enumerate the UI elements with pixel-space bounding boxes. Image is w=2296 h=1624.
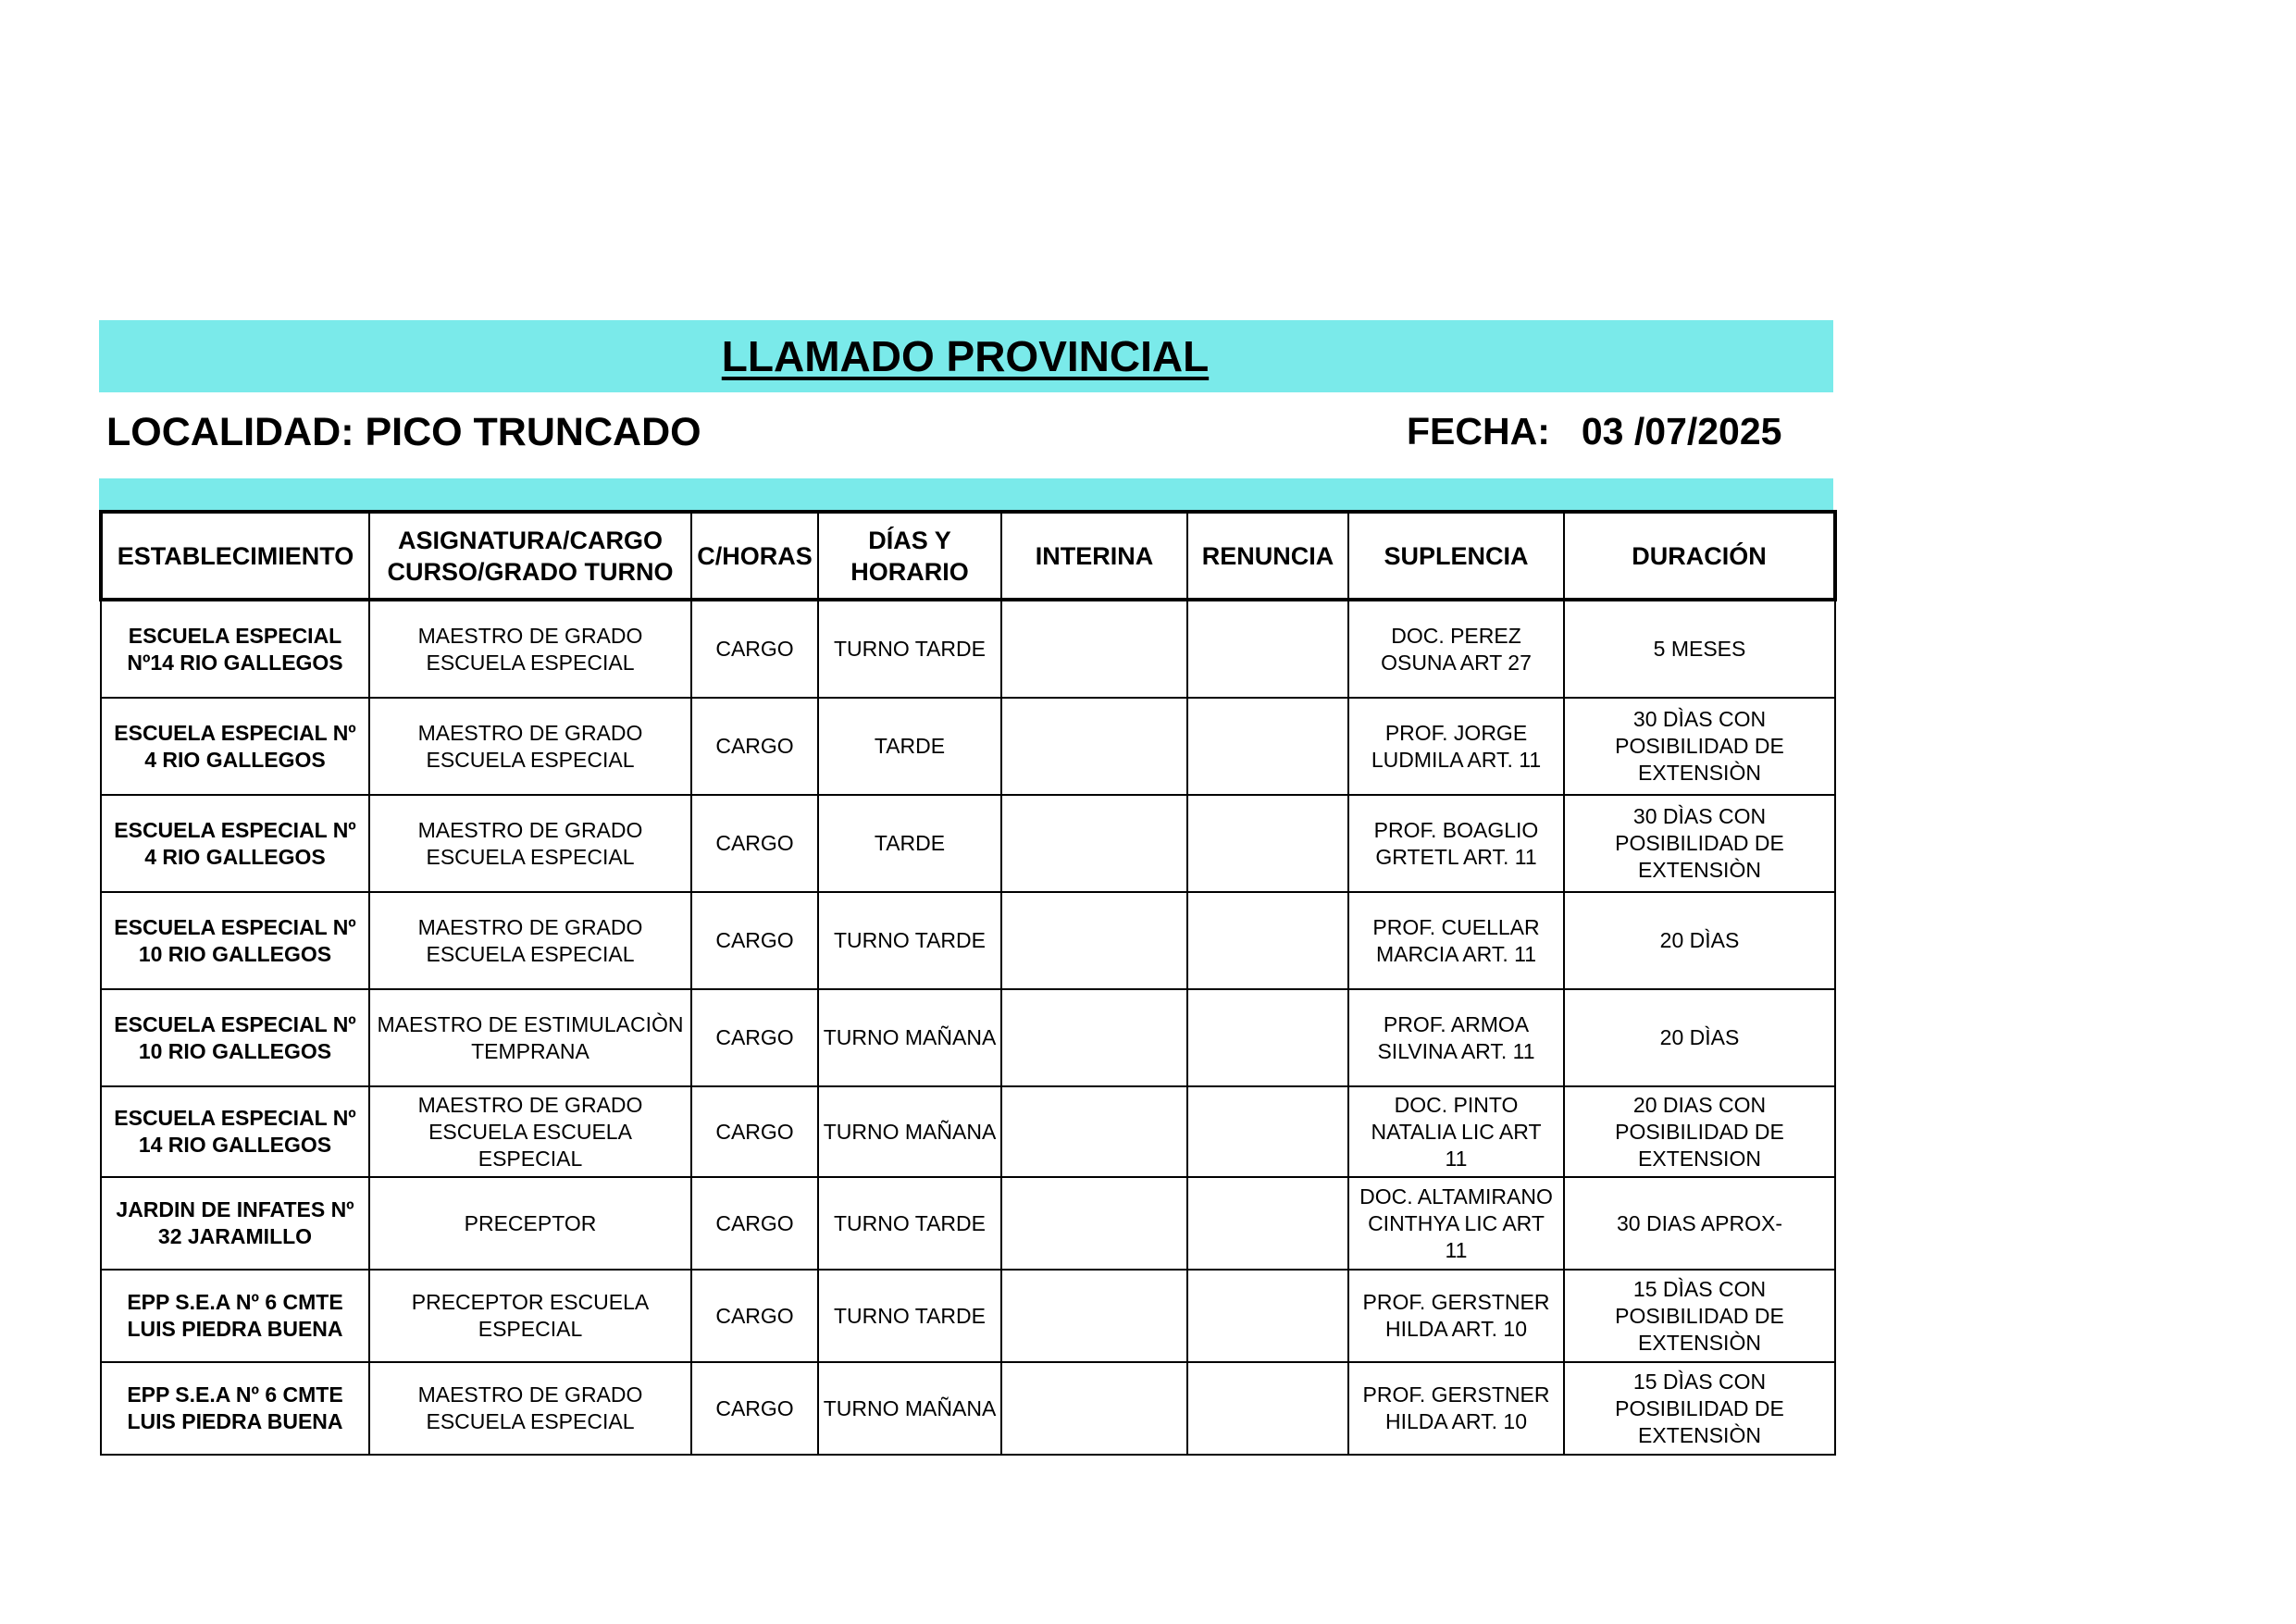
cell-choras <box>691 989 818 1086</box>
cell-suplencia <box>1348 1086 1564 1177</box>
cell-dias-text: TARDE <box>874 734 946 758</box>
cell-dias <box>818 892 1001 989</box>
cell-dias <box>818 795 1001 892</box>
cell-choras-text: CARGO <box>715 1025 794 1049</box>
cell-dias-text: TURNO TARDE <box>834 637 986 661</box>
cell-duracion-text: 30 DÌAS CON <box>1632 707 1767 731</box>
cell-duracion <box>1564 1362 1835 1455</box>
cell-suplencia-text: GRTETL ART. 11 <box>1375 844 1537 869</box>
header-suplencia <box>1348 512 1564 600</box>
fecha-value: 03 /07/2025 <box>1581 410 1782 452</box>
cell-suplencia <box>1348 989 1564 1086</box>
cell-establecimiento-text: ESCUELA ESPECIAL Nº <box>114 720 356 745</box>
cell-renuncia <box>1187 1270 1348 1362</box>
cell-duracion <box>1564 698 1835 795</box>
table-row <box>101 698 1835 795</box>
cell-duracion-text: 15 DÌAS CON <box>1632 1369 1767 1394</box>
cell-renuncia <box>1187 795 1348 892</box>
cell-dias <box>818 1362 1001 1455</box>
cell-interina <box>1001 1177 1187 1270</box>
cell-establecimiento <box>101 989 369 1086</box>
cell-asignatura-text: ESPECIAL <box>478 1146 583 1171</box>
page-title: LLAMADO PROVINCIAL <box>721 332 1210 380</box>
cell-asignatura-text: ESCUELA ESPECIAL <box>426 1409 635 1433</box>
cell-suplencia-text: CINTHYA LIC ART <box>1368 1210 1545 1235</box>
cell-asignatura-text: PRECEPTOR <box>464 1210 597 1235</box>
cell-establecimiento-text: ESCUELA ESPECIAL Nº <box>114 817 356 842</box>
cell-establecimiento-text: EPP S.E.A Nº 6 CMTE <box>127 1290 343 1314</box>
header-asignatura <box>369 512 691 600</box>
header-establecimiento-label: ESTABLECIMIENTO <box>117 541 354 570</box>
cell-asignatura <box>369 892 691 989</box>
cell-dias-text: TURNO TARDE <box>834 1303 986 1328</box>
header-asignatura-line2: CURSO/GRADO TURNO <box>387 557 674 586</box>
cell-duracion-text: EXTENSIÒN <box>1638 858 1761 882</box>
cell-asignatura <box>369 795 691 892</box>
header-interina <box>1001 512 1187 600</box>
cell-suplencia-text: DOC. PEREZ <box>1391 623 1521 648</box>
cell-duracion <box>1564 1086 1835 1177</box>
cell-suplencia <box>1348 1270 1564 1362</box>
cell-asignatura <box>369 1086 691 1177</box>
cell-renuncia <box>1187 989 1348 1086</box>
cell-establecimiento <box>101 1362 369 1455</box>
cell-duracion-text: EXTENSION <box>1638 1146 1761 1171</box>
cell-suplencia <box>1348 795 1564 892</box>
cell-duracion-text: POSIBILIDAD DE <box>1615 831 1784 855</box>
header-choras-label: C/HORAS <box>697 541 813 570</box>
table-row <box>101 1270 1835 1362</box>
cell-choras <box>691 1362 818 1455</box>
cell-duracion-text: POSIBILIDAD DE <box>1615 1395 1784 1420</box>
cell-establecimiento <box>101 892 369 989</box>
cell-renuncia <box>1187 698 1348 795</box>
cell-choras-text: CARGO <box>715 1210 794 1235</box>
cell-establecimiento-text: 4 RIO GALLEGOS <box>144 747 326 772</box>
cell-suplencia-text: DOC. ALTAMIRANO <box>1359 1184 1553 1209</box>
cell-establecimiento-text: 14 RIO GALLEGOS <box>138 1133 332 1157</box>
cell-asignatura-text: PRECEPTOR ESCUELA <box>411 1290 650 1314</box>
cell-duracion-text: 30 DIAS APROX- <box>1617 1210 1782 1235</box>
cell-establecimiento-text: Nº14 RIO GALLEGOS <box>127 650 343 675</box>
cell-suplencia-text: PROF. GERSTNER <box>1362 1290 1550 1314</box>
cell-asignatura-text: MAESTRO DE ESTIMULACIÒN <box>377 1011 684 1036</box>
cell-suplencia <box>1348 892 1564 989</box>
cell-duracion-text: POSIBILIDAD DE <box>1615 734 1784 758</box>
cell-suplencia-text: OSUNA ART 27 <box>1381 650 1532 675</box>
cell-establecimiento <box>101 1086 369 1177</box>
cell-interina <box>1001 1270 1187 1362</box>
cell-duracion-text: EXTENSIÒN <box>1638 1422 1761 1447</box>
localidad-label: LOCALIDAD: PICO TRUNCADO <box>106 410 701 454</box>
cell-suplencia-text: LUDMILA ART. 11 <box>1371 747 1542 772</box>
cell-renuncia <box>1187 1177 1348 1270</box>
cell-duracion-text: 20 DÌAS <box>1659 1025 1740 1049</box>
cell-duracion-text: 30 DÌAS CON <box>1632 804 1767 828</box>
cell-interina <box>1001 698 1187 795</box>
cell-asignatura <box>369 989 691 1086</box>
cell-suplencia-text: 11 <box>1445 1146 1468 1171</box>
cell-suplencia-text: DOC. PINTO <box>1394 1092 1519 1117</box>
cell-interina <box>1001 600 1187 698</box>
cell-duracion <box>1564 795 1835 892</box>
cell-dias-text: TARDE <box>874 831 946 855</box>
cell-duracion-text: 20 DÌAS <box>1659 928 1740 952</box>
cell-asignatura-text: MAESTRO DE GRADO <box>417 623 643 648</box>
table-row <box>101 1086 1835 1177</box>
fecha <box>1407 410 1781 453</box>
cell-suplencia-text: PROF. ARMOA <box>1383 1011 1530 1036</box>
cell-asignatura-text: MAESTRO DE GRADO <box>417 1092 643 1117</box>
cell-asignatura-text: MAESTRO DE GRADO <box>417 914 643 939</box>
cell-dias <box>818 1086 1001 1177</box>
cell-establecimiento-text: 10 RIO GALLEGOS <box>138 1038 332 1063</box>
cell-establecimiento <box>101 1177 369 1270</box>
cell-choras-text: CARGO <box>715 831 794 855</box>
cell-establecimiento-text: JARDIN DE INFATES Nº <box>116 1197 354 1221</box>
cell-asignatura-text: ESCUELA ESPECIAL <box>426 844 635 869</box>
header-establecimiento <box>101 512 369 600</box>
cell-duracion <box>1564 1270 1835 1362</box>
cell-renuncia <box>1187 1362 1348 1455</box>
table-body <box>101 600 1835 1455</box>
cell-dias <box>818 1270 1001 1362</box>
header-dias-line1: DÍAS Y <box>868 526 951 554</box>
cell-asignatura-text: MAESTRO DE GRADO <box>417 817 643 842</box>
cell-interina <box>1001 989 1187 1086</box>
cell-establecimiento <box>101 795 369 892</box>
cell-asignatura-text: ESCUELA ESPECIAL <box>426 650 635 675</box>
table-header-row <box>101 512 1835 600</box>
cell-establecimiento <box>101 1270 369 1362</box>
cell-establecimiento <box>101 600 369 698</box>
cell-interina <box>1001 892 1187 989</box>
cell-suplencia-text: HILDA ART. 10 <box>1385 1409 1527 1433</box>
cell-suplencia-text: PROF. GERSTNER <box>1362 1382 1550 1407</box>
cell-dias <box>818 989 1001 1086</box>
cell-dias-text: TURNO MAÑANA <box>823 1119 997 1144</box>
cell-choras <box>691 1177 818 1270</box>
cell-asignatura <box>369 1270 691 1362</box>
cell-duracion-text: EXTENSIÒN <box>1638 761 1761 785</box>
cell-suplencia-text: PROF. BOAGLIO <box>1373 817 1539 842</box>
cell-dias-text: TURNO TARDE <box>834 1210 986 1235</box>
cell-establecimiento-text: 10 RIO GALLEGOS <box>138 941 332 966</box>
cell-choras-text: CARGO <box>715 734 794 758</box>
header-asignatura-line1: ASIGNATURA/CARGO <box>398 526 663 554</box>
table-row <box>101 600 1835 698</box>
cell-asignatura-text: ESCUELA ESCUELA <box>428 1119 632 1144</box>
cell-establecimiento-text: 32 JARAMILLO <box>157 1224 313 1248</box>
cell-choras <box>691 795 818 892</box>
cell-dias-text: TURNO MAÑANA <box>823 1395 997 1420</box>
cell-duracion <box>1564 1177 1835 1270</box>
cell-asignatura-text: ESPECIAL <box>478 1317 583 1341</box>
cell-duracion <box>1564 600 1835 698</box>
cell-choras <box>691 892 818 989</box>
cell-asignatura-text: ESCUELA ESPECIAL <box>426 747 635 772</box>
cell-asignatura-text: MAESTRO DE GRADO <box>417 1382 643 1407</box>
cell-choras <box>691 1086 818 1177</box>
cell-choras <box>691 698 818 795</box>
cell-choras-text: CARGO <box>715 1119 794 1144</box>
cell-asignatura-text: TEMPRANA <box>471 1038 590 1063</box>
cell-interina <box>1001 795 1187 892</box>
cell-asignatura-text: ESCUELA ESPECIAL <box>426 941 635 966</box>
header-separator-band <box>99 478 1833 510</box>
header-renuncia <box>1187 512 1348 600</box>
header-duracion <box>1564 512 1835 600</box>
cell-suplencia-text: HILDA ART. 10 <box>1385 1317 1527 1341</box>
table-row <box>101 795 1835 892</box>
cell-asignatura-text: MAESTRO DE GRADO <box>417 720 643 745</box>
cell-suplencia-text: PROF. CUELLAR <box>1372 914 1540 939</box>
header-renuncia-label: RENUNCIA <box>1201 541 1334 570</box>
cell-suplencia-text: NATALIA LIC ART <box>1371 1119 1542 1144</box>
header-dias <box>818 512 1001 600</box>
cell-suplencia-text: 11 <box>1445 1237 1468 1262</box>
table-row <box>101 989 1835 1086</box>
cell-choras-text: CARGO <box>715 928 794 952</box>
header-interina-label: INTERINA <box>1035 541 1154 570</box>
cell-dias <box>818 600 1001 698</box>
cell-suplencia <box>1348 698 1564 795</box>
cell-interina <box>1001 1362 1187 1455</box>
cell-dias <box>818 698 1001 795</box>
table-row <box>101 1177 1835 1270</box>
cell-duracion-text: 15 DÌAS CON <box>1632 1276 1767 1301</box>
cell-suplencia-text: PROF. JORGE <box>1384 720 1528 745</box>
cell-establecimiento-text: ESCUELA ESPECIAL Nº <box>114 914 356 939</box>
cell-interina <box>1001 1086 1187 1177</box>
header-suplencia-label: SUPLENCIA <box>1384 541 1529 570</box>
header-choras <box>691 512 818 600</box>
vacancies-table <box>99 510 1837 1456</box>
cell-establecimiento-text: EPP S.E.A Nº 6 CMTE <box>127 1382 343 1407</box>
cell-renuncia <box>1187 600 1348 698</box>
cell-asignatura <box>369 698 691 795</box>
cell-duracion-text: 20 DIAS CON <box>1632 1092 1767 1117</box>
cell-duracion-text: EXTENSIÒN <box>1638 1330 1761 1355</box>
cell-duracion-text: POSIBILIDAD DE <box>1615 1303 1784 1328</box>
cell-renuncia <box>1187 892 1348 989</box>
cell-establecimiento-text: LUIS PIEDRA BUENA <box>127 1317 343 1341</box>
fecha-label: FECHA: <box>1407 410 1550 452</box>
header-duracion-label: DURACIÓN <box>1632 541 1767 570</box>
cell-choras <box>691 600 818 698</box>
cell-choras <box>691 1270 818 1362</box>
table-row <box>101 892 1835 989</box>
cell-establecimiento-text: ESCUELA ESPECIAL Nº <box>114 1011 356 1036</box>
cell-establecimiento-text: ESCUELA ESPECIAL <box>128 623 342 648</box>
title-band <box>99 320 1833 392</box>
cell-suplencia <box>1348 1177 1564 1270</box>
cell-suplencia-text: SILVINA ART. 11 <box>1377 1038 1535 1063</box>
cell-duracion <box>1564 892 1835 989</box>
cell-establecimiento-text: 4 RIO GALLEGOS <box>144 844 326 869</box>
table-row <box>101 1362 1835 1455</box>
cell-duracion-text: 5 MESES <box>1653 637 1746 661</box>
cell-dias-text: TURNO MAÑANA <box>823 1025 997 1049</box>
cell-duracion-text: POSIBILIDAD DE <box>1615 1119 1784 1144</box>
cell-duracion <box>1564 989 1835 1086</box>
cell-choras-text: CARGO <box>715 1395 794 1420</box>
cell-establecimiento <box>101 698 369 795</box>
cell-asignatura <box>369 1362 691 1455</box>
cell-suplencia <box>1348 600 1564 698</box>
header-dias-line2: HORARIO <box>850 557 969 586</box>
cell-dias <box>818 1177 1001 1270</box>
cell-renuncia <box>1187 1086 1348 1177</box>
cell-establecimiento-text: ESCUELA ESPECIAL Nº <box>114 1106 356 1130</box>
cell-choras-text: CARGO <box>715 1303 794 1328</box>
cell-asignatura <box>369 1177 691 1270</box>
cell-dias-text: TURNO TARDE <box>834 928 986 952</box>
cell-establecimiento-text: LUIS PIEDRA BUENA <box>127 1409 343 1433</box>
cell-suplencia <box>1348 1362 1564 1455</box>
cell-asignatura <box>369 600 691 698</box>
cell-suplencia-text: MARCIA ART. 11 <box>1376 941 1536 966</box>
cell-choras-text: CARGO <box>715 637 794 661</box>
